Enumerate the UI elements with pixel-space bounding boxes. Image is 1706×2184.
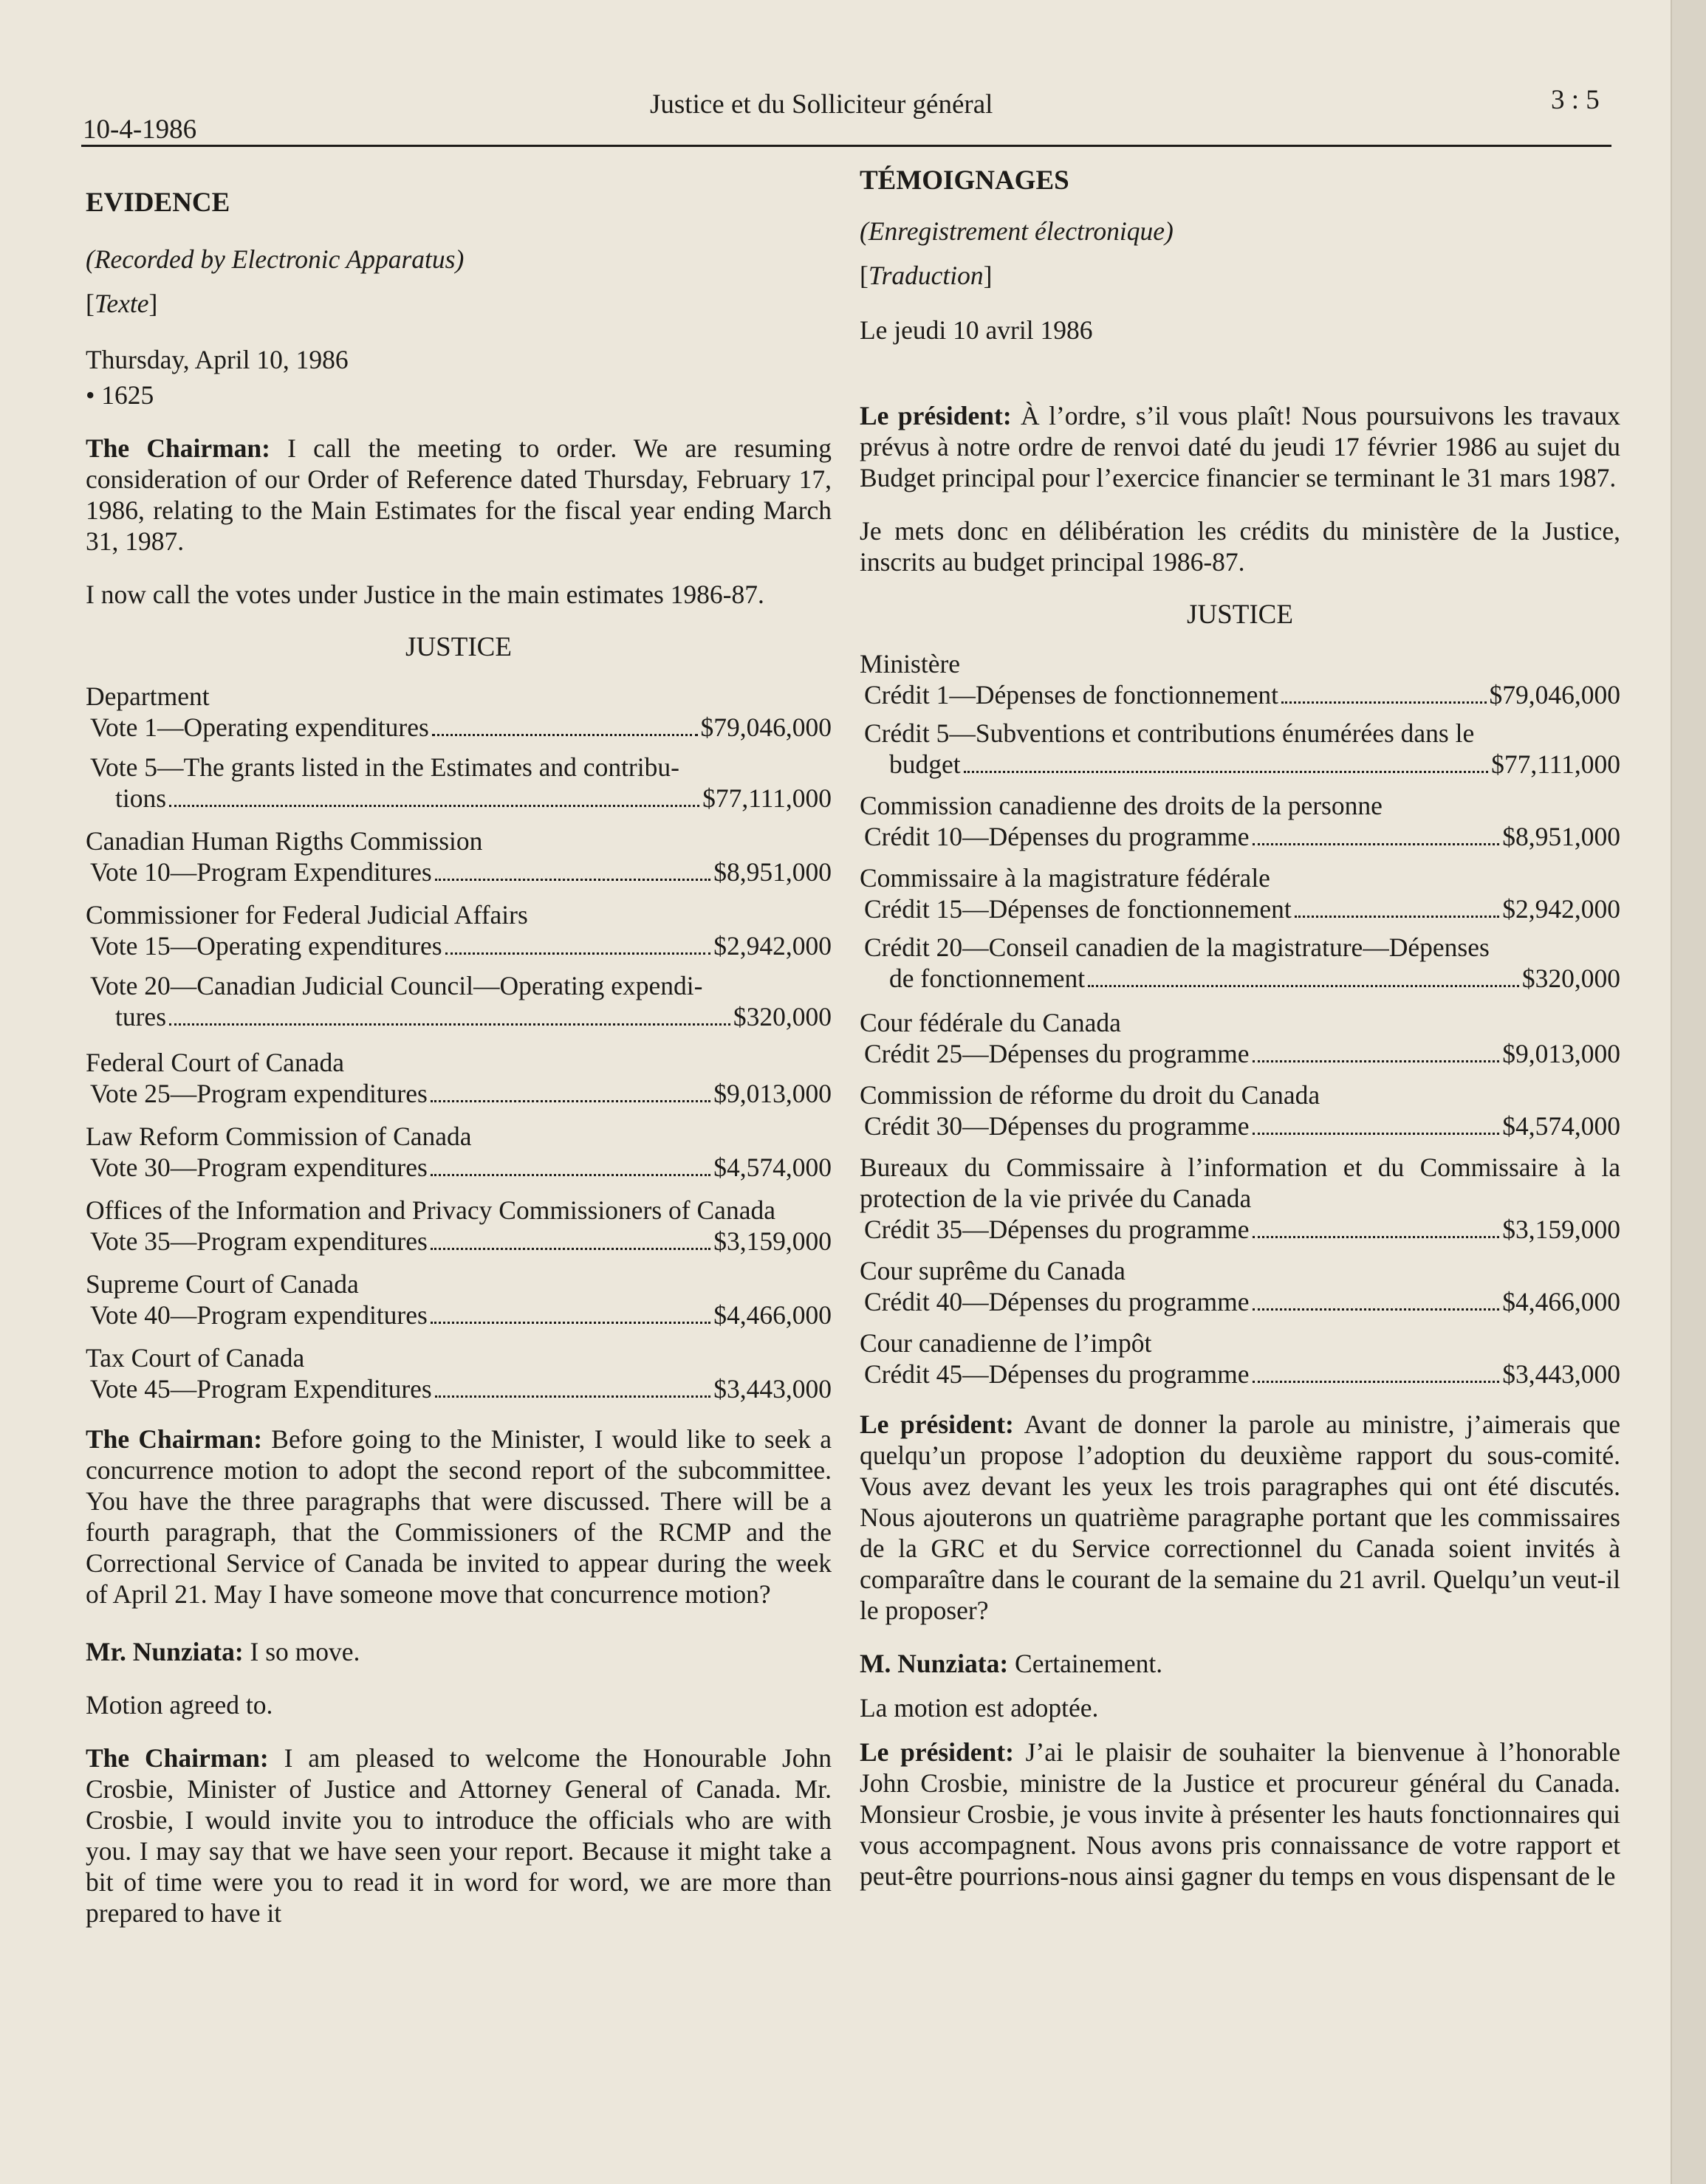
meeting-date: Thursday, April 10, 1986: [86, 345, 349, 374]
paragraph: [860, 1648, 1620, 1679]
estimate-line: [86, 1299, 832, 1330]
estimate-label-cont: tures: [115, 1002, 167, 1031]
estimate-label: Crédit 5—Subventions et contributions énumérées dans le: [864, 718, 1475, 748]
estimate-group: Commission canadienne des droits de la personne: [860, 791, 1383, 820]
estimate-label: Vote 1—Operating expenditures: [90, 712, 429, 742]
estimate-group: Offices of the Information and Privacy Commissioners of Canada: [86, 1195, 775, 1225]
speaker: M. Nunziata:: [860, 1649, 1009, 1678]
speaker: The Chairman:: [86, 433, 270, 463]
estimate-label-cont: de fonctionnement: [889, 964, 1086, 993]
paragraph: [86, 579, 832, 610]
estimate-group: Tax Court of Canada: [86, 1343, 305, 1373]
paragraph: [86, 433, 832, 557]
header-page-number: 3 : 5: [1551, 85, 1600, 115]
estimate-label: Vote 25—Program expenditures: [90, 1079, 428, 1108]
evidence-heading: EVIDENCE: [86, 188, 230, 218]
estimate-group: Commissioner for Federal Judicial Affairs: [86, 900, 528, 930]
speaker: Le président:: [860, 401, 1012, 430]
estimate-amount: $3,443,000: [1502, 1359, 1620, 1389]
paragraph: [86, 1742, 832, 1929]
paragraph: [86, 1689, 832, 1720]
speech: Avant de donner la parole au ministre, j’aimerais que quelqu’un propose l’adoption du deuxième rapport du sous-comité. Vous avez devant les yeux les trois paragraphes qui ont été discutés. Nous ajouterons un quatrième paragraphe portant que les commissaires de la GRC et du Service correctionnel du Canada soient invités à comparaître dans le courant de la semaine du 21 avril. Quelqu’un veut-il le proposer?: [860, 1409, 1620, 1625]
estimate-line: [86, 1152, 832, 1183]
estimate-line: [86, 930, 832, 961]
estimate-amount: $8,951,000: [713, 857, 832, 887]
estimate-label: Vote 40—Program expenditures: [90, 1300, 428, 1330]
estimate-line: [860, 821, 1620, 852]
estimate-label: Vote 35—Program expenditures: [90, 1226, 428, 1256]
estimate-line: [86, 1078, 832, 1109]
paragraph: [860, 515, 1620, 577]
estimate-amount: $3,159,000: [713, 1226, 832, 1256]
estimate-line: [860, 1214, 1620, 1245]
traduction-note: [Traduction]: [860, 261, 993, 290]
estimate-amount: $8,951,000: [1502, 822, 1620, 851]
paragraph: [860, 400, 1620, 493]
speech: I am pleased to welcome the Honourable John Crosbie, Minister of Justice and Attorney General of Canada. Mr. Crosbie, I would invite you to introduce the officials who are with you. I may say that we have seen your report. Because it might take a bit of time were you to read it in word for word, we are more than prepared to have it: [86, 1743, 832, 1928]
estimate-label: Crédit 15—Dépenses de fonctionnement: [864, 894, 1292, 924]
estimate-label-cont: budget: [889, 749, 961, 779]
estimate-group: Ministère: [860, 649, 961, 679]
section-title: JUSTICE: [405, 632, 512, 662]
estimate-amount: $320,000: [733, 1002, 832, 1031]
page-edge: [1671, 0, 1706, 2184]
recorded-note: (Recorded by Electronic Apparatus): [86, 244, 465, 274]
english-column: [86, 167, 832, 1951]
estimate-amount: $77,111,000: [702, 783, 832, 813]
estimate-group: Federal Court of Canada: [86, 1048, 344, 1077]
recorded-note: (Enregistrement électronique): [860, 216, 1174, 246]
estimate-label-cont: tions: [115, 783, 167, 813]
estimate-label: Crédit 20—Conseil canadien de la magistrature—Dépenses: [864, 933, 1490, 962]
estimate-amount: $3,159,000: [1502, 1215, 1620, 1244]
estimate-amount: $9,013,000: [713, 1079, 832, 1108]
estimate-amount: $4,466,000: [713, 1300, 832, 1330]
estimate-line: [86, 1373, 832, 1404]
speech: I so move.: [250, 1637, 360, 1666]
speech: Motion agreed to.: [86, 1690, 273, 1720]
texte-note: [Texte]: [86, 289, 158, 318]
estimate-label: Crédit 1—Dépenses de fonctionnement: [864, 680, 1278, 710]
estimate-group: Department: [86, 681, 210, 711]
estimate-amount: $79,046,000: [1489, 680, 1620, 710]
section-title: JUSTICE: [1187, 600, 1293, 630]
speech: Certainement.: [1015, 1649, 1163, 1678]
speaker: Le président:: [860, 1737, 1014, 1767]
time-stamp: • 1625: [86, 380, 154, 410]
estimate-label: Vote 30—Program expenditures: [90, 1153, 428, 1182]
estimate-line: [86, 856, 832, 887]
header-date: 10-4-1986: [83, 114, 197, 145]
paragraph: [860, 1409, 1620, 1626]
estimate-line: [860, 1038, 1620, 1069]
estimate-amount: $77,111,000: [1491, 749, 1620, 779]
estimate-amount: $3,443,000: [713, 1374, 832, 1404]
speech: I call the meeting to order. We are resuming consideration of our Order of Reference dated Thursday, February 17, 1986, relating to the Main Estimates for the fiscal year ending March 31, 1987.: [86, 433, 832, 556]
estimate-label: Vote 15—Operating expenditures: [90, 931, 442, 961]
estimate-label: Crédit 35—Dépenses du programme: [864, 1215, 1250, 1244]
speech: Before going to the Minister, I would like to seek a concurrence motion to adopt the second report of the subcommittee. You have the three paragraphs that were discussed. There will be a fourth paragraph, that the Commissioners of the RCMP and the Correctional Service of Canada be invited to appear during the week of April 21. May I have someone move that concurrence motion?: [86, 1424, 832, 1609]
speech: J’ai le plaisir de souhaiter la bienvenue à l’honorable John Crosbie, ministre de la Justice et procureur général du Canada. Monsieur Crosbie, je vous invite à présenter les hauts fonctionnaires qui vous accompagnent. Nous avons pris connaissance de votre rapport et peut-être pourrions-nous ainsi gagner du temps en vous dispensant de le: [860, 1737, 1621, 1891]
paragraph: [86, 1424, 832, 1610]
speech: Je mets donc en délibération les crédits du ministère de la Justice, inscrits au budget principal 1986-87.: [860, 516, 1620, 577]
estimate-line: [86, 752, 832, 814]
estimate-group: Cour fédérale du Canada: [860, 1008, 1121, 1037]
temoignages-heading: TÉMOIGNAGES: [860, 165, 1069, 196]
estimate-label: Crédit 45—Dépenses du programme: [864, 1359, 1250, 1389]
traduction-label: Traduction: [868, 261, 984, 290]
meeting-date: Le jeudi 10 avril 1986: [860, 315, 1093, 345]
speaker: The Chairman:: [86, 1424, 263, 1454]
estimate-line: [86, 712, 832, 743]
estimate-amount: $4,466,000: [1502, 1287, 1620, 1316]
estimate-label: Crédit 25—Dépenses du programme: [864, 1039, 1250, 1068]
estimate-group: Bureaux du Commissaire à l’information et du Commissaire à la protection de la vie privée du Canada: [860, 1153, 1620, 1213]
estimate-label: Vote 5—The grants listed in the Estimates and contribu-: [90, 752, 679, 782]
estimate-label: Crédit 40—Dépenses du programme: [864, 1287, 1250, 1316]
estimate-group: Cour suprême du Canada: [860, 1256, 1126, 1285]
estimates-list: [86, 681, 832, 1404]
speech: I now call the votes under Justice in the main estimates 1986-87.: [86, 580, 764, 609]
header-title: Justice et du Solliciteur général: [650, 89, 993, 120]
speaker: Le président:: [860, 1409, 1014, 1439]
paragraph: [860, 1737, 1620, 1892]
estimate-amount: $9,013,000: [1502, 1039, 1620, 1068]
texte-label: Texte: [94, 289, 149, 318]
estimate-label: Vote 10—Program Expenditures: [90, 857, 432, 887]
estimate-amount: $2,942,000: [1502, 894, 1620, 924]
estimate-line: [860, 679, 1620, 710]
estimate-line: [86, 970, 832, 1032]
estimate-line: [860, 1359, 1620, 1390]
estimate-group: Supreme Court of Canada: [86, 1269, 359, 1299]
estimate-line: [860, 718, 1620, 780]
speaker: Mr. Nunziata:: [86, 1637, 244, 1666]
estimate-label: Vote 45—Program Expenditures: [90, 1374, 432, 1404]
estimate-line: [860, 893, 1620, 924]
estimate-group: Canadian Human Rigths Commission: [86, 826, 483, 856]
french-column: [860, 158, 1620, 1914]
estimate-amount: $4,574,000: [713, 1153, 832, 1182]
paragraph: [86, 1636, 832, 1667]
estimate-label: Crédit 30—Dépenses du programme: [864, 1111, 1250, 1141]
estimate-label: Crédit 10—Dépenses du programme: [864, 822, 1250, 851]
speaker: The Chairman:: [86, 1743, 269, 1773]
estimate-amount: $2,942,000: [713, 931, 832, 961]
estimate-line: [860, 932, 1620, 994]
estimate-group: Law Reform Commission of Canada: [86, 1122, 472, 1151]
estimate-line: [860, 1110, 1620, 1141]
speech: À l’ordre, s’il vous plaît! Nous poursuivons les travaux prévus à notre ordre de renvoi daté du jeudi 17 février 1986 au sujet du Budget principal pour l’exercice financier se terminant le 31 mars 1987.: [860, 401, 1621, 492]
estimate-group: Cour canadienne de l’impôt: [860, 1328, 1152, 1358]
estimate-line: [860, 1286, 1620, 1317]
estimate-amount: $4,574,000: [1502, 1111, 1620, 1141]
estimate-group: Commissaire à la magistrature fédérale: [860, 863, 1270, 893]
paragraph: [860, 1692, 1620, 1723]
estimate-line: [86, 1226, 832, 1257]
estimates-list: [860, 648, 1620, 1390]
estimate-label: Vote 20—Canadian Judicial Council—Operating expendi-: [90, 971, 703, 1000]
estimate-amount: $79,046,000: [700, 712, 832, 742]
speech: La motion est adoptée.: [860, 1693, 1099, 1723]
estimate-group: Commission de réforme du droit du Canada: [860, 1080, 1320, 1110]
estimate-amount: $320,000: [1521, 964, 1620, 993]
header-rule: [81, 145, 1611, 147]
